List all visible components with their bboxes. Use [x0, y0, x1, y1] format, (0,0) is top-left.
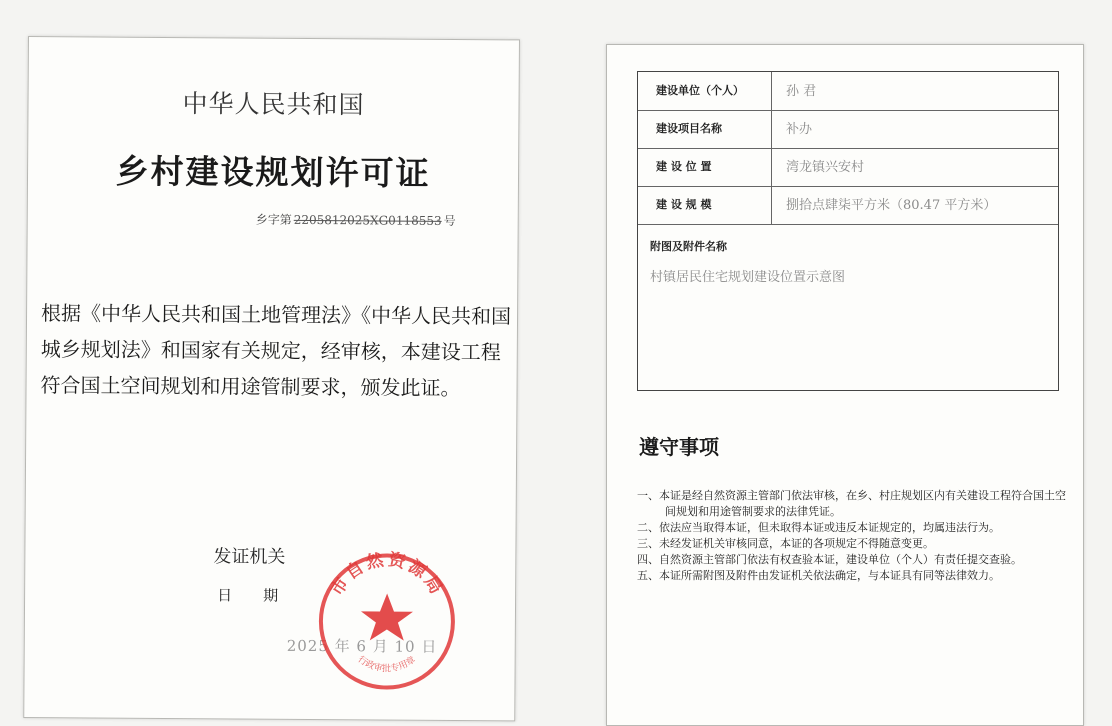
- permit-number-prefix: 乡字第: [255, 212, 292, 227]
- table-row: [638, 148, 1058, 187]
- attachment-value: 村镇居民住宅规划建设位置示意图: [650, 270, 846, 285]
- table-row: [638, 110, 1058, 149]
- row-label: 建 设 位 置: [638, 148, 772, 186]
- list-item: 三、未经发证机关审核同意，本证的各项规定不得随意变更。: [637, 537, 934, 550]
- row-value: 湾龙镇兴安村: [786, 160, 865, 175]
- permit-number-value: 2205812025XG0118553: [293, 212, 442, 228]
- list-item: 四、自然资源主管部门依法有权查验本证，建设单位（个人）有责任提交查验。: [637, 553, 1022, 566]
- seal-subtext: 行政审批专用章: [355, 654, 418, 675]
- permit-body-text: 根据《中华人民共和国土地管理法》《中华人民共和国城乡规划法》和国家有关规定，经审核，本建设工程符合国土空间规划和用途管制要求，颁发此证。: [40, 301, 512, 401]
- date-label-char-1: 日: [217, 586, 233, 605]
- permit-cover-page: [23, 36, 520, 721]
- row-value: 孙 君: [786, 84, 817, 99]
- row-label: 建设单位（个人）: [638, 72, 772, 110]
- issue-date: 2025 年 6 月 10 日: [286, 636, 438, 656]
- list-item: 五、本证所需附图及附件由发证机关依法确定，与本证具有同等法律效力。: [637, 569, 1000, 582]
- list-item: 一、本证是经自然资源主管部门依法审核，在乡、村庄规划区内有关建设工程符合国土空间规划和用途管制要求的法律凭证。: [637, 489, 1066, 518]
- notices-list: [637, 488, 1067, 584]
- date-label-char-2: 期: [263, 586, 279, 605]
- row-value: 捌拾点肆柒平方米（80.47 平方米）: [786, 198, 997, 213]
- notices-heading: 遵守事项: [639, 435, 719, 459]
- svg-text:行政审批专用章: [356, 653, 418, 675]
- permit-detail-page: [606, 44, 1084, 726]
- permit-number: [256, 211, 456, 229]
- date-label: [217, 584, 309, 606]
- country-name: 中华人民共和国: [182, 89, 365, 120]
- project-info-table: [637, 71, 1059, 391]
- seal-star-icon: [361, 593, 413, 640]
- official-seal-stamp: [314, 549, 459, 694]
- permit-title: 乡村建设规划许可证: [115, 151, 431, 193]
- seal-text: 市自然资源局: [326, 549, 448, 601]
- attachment-label: 附图及附件名称: [650, 240, 727, 253]
- issuing-authority-label: 发证机关: [213, 546, 286, 568]
- row-value: 补办: [786, 122, 813, 137]
- table-row: [638, 72, 1058, 111]
- row-label: 建 设 规 模: [638, 186, 772, 224]
- list-item: 二、依法应当取得本证，但未取得本证或违反本证规定的，均属违法行为。: [637, 521, 1000, 534]
- table-row: [638, 186, 1058, 225]
- row-label: 建设项目名称: [638, 110, 772, 148]
- permit-number-suffix: 号: [443, 213, 456, 228]
